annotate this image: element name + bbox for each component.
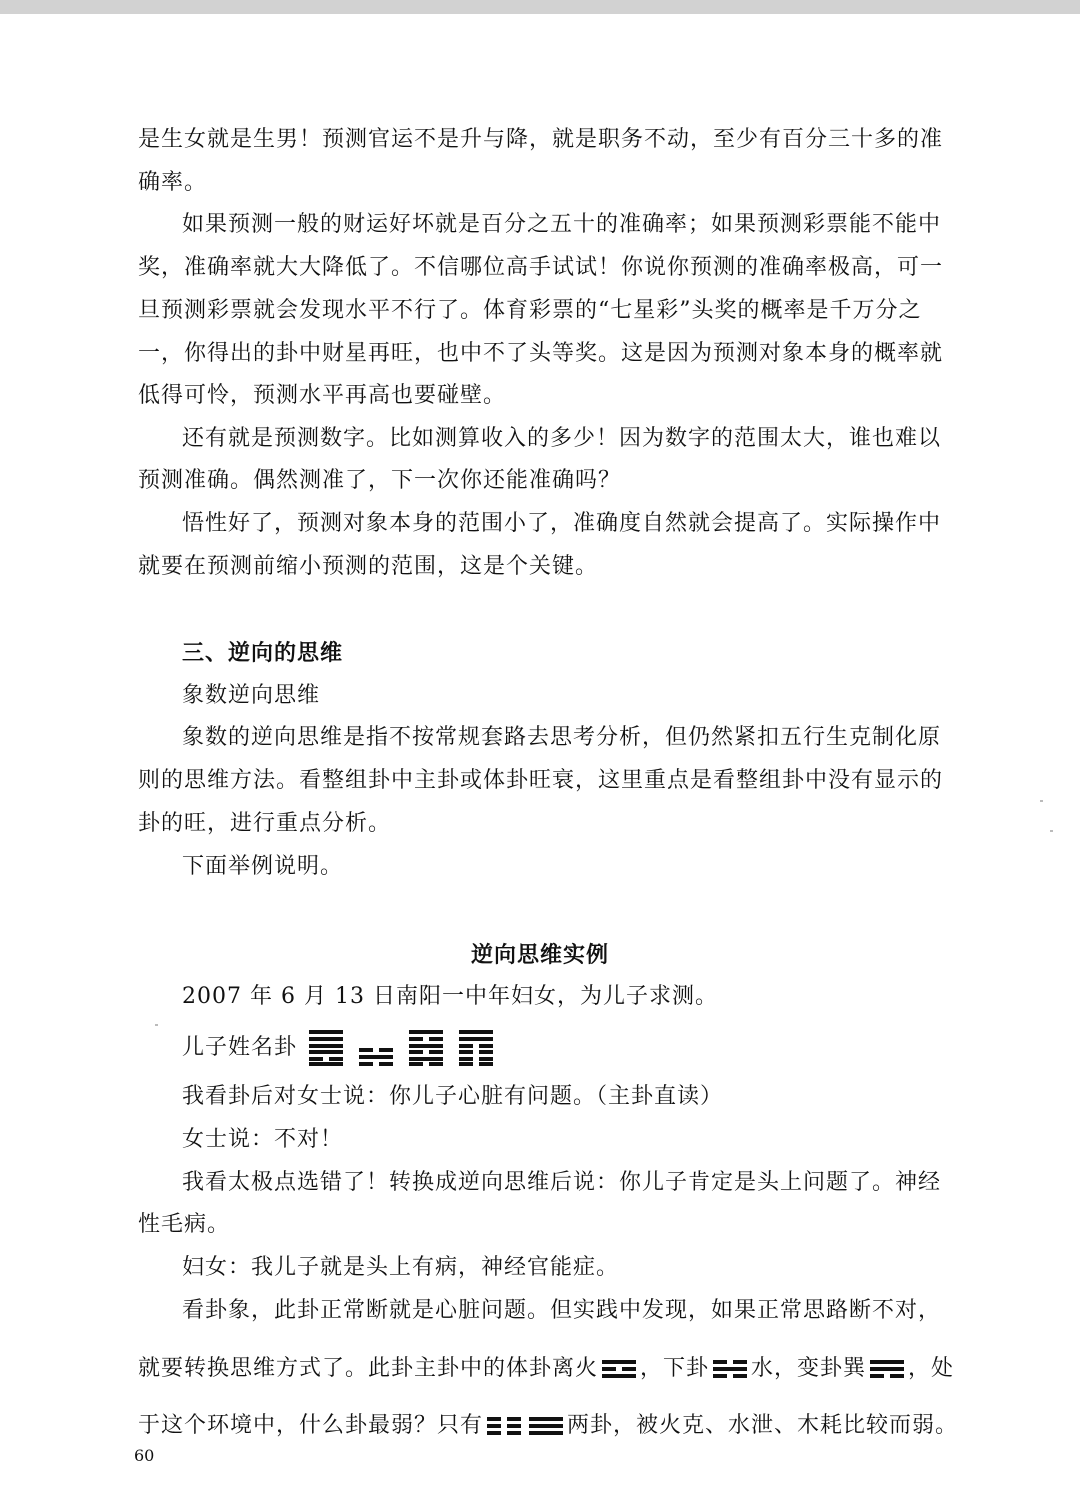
body-text-line [138,1354,955,1384]
dialogue-line: 妇女：我儿子就是头上有病，神经官能症。 [182,1255,620,1280]
example-title: 逆向思维实例 [470,942,609,968]
text-segment: 两卦，被火克、水泄、木耗比较而弱。 [567,1413,959,1438]
xun-trigram-icon [870,1360,904,1378]
body-text-line: 下面举例说明。 [182,854,344,879]
body-text-line [138,1411,959,1441]
scan-speck [1040,800,1043,802]
dialogue-line: 女士说：不对！ [182,1127,344,1152]
hexagram-3-icon [409,1030,443,1066]
dialogue-line: 我看太极点选错了！转换成逆向思维后说：你儿子肯定是头上问题了。神经 [182,1170,942,1195]
body-text-line: 是生女就是生男！预测官运不是升与降，就是职务不动，至少有百分三十多的准 [138,127,944,152]
section-heading: 三、逆向的思维 [182,640,344,666]
body-text-line: 看卦象，此卦正常断就是心脏问题。但实践中发现，如果正常思路断不对， [182,1298,942,1323]
name-gua-label: 儿子姓名卦 [182,1035,298,1060]
kun-trigram-icon [487,1417,521,1435]
body-text-line: 象数的逆向思维是指不按常规套路去思考分析，但仍然紧扣五行生克制化原 [182,725,942,750]
text-segment: 水，变卦巽 [751,1356,867,1381]
dialogue-line: 性毛病。 [138,1212,231,1237]
scan-top-border [0,0,1080,14]
body-text-line: 奖，准确率就大大降低了。不信哪位高手试试！你说你预测的准确率极高，可一 [138,255,944,280]
body-text-line: 还有就是预测数字。比如测算收入的多少！因为数字的范围太大，谁也难以 [182,426,942,451]
text-segment: ，处 [908,1356,955,1381]
hexagram-4-icon [459,1030,493,1066]
body-text-line: 就要在预测前缩小预测的范围，这是个关键。 [138,554,599,579]
scan-speck [155,1024,158,1026]
body-text-line: 则的思维方法。看整组卦中主卦或体卦旺衰，这里重点是看整组卦中没有显示的 [138,768,944,793]
subheading: 象数逆向思维 [182,683,321,708]
text-segment: 就要转换思维方式了。此卦主卦中的体卦离火 [138,1356,599,1381]
body-text-line: 预测准确。偶然测准了，下一次你还能准确吗？ [138,468,622,493]
kan-trigram-icon [713,1360,747,1378]
name-gua-line [182,1030,962,1066]
text-segment: ，下卦 [640,1356,710,1381]
body-text-line: 悟性好了，预测对象本身的范围小了，准确度自然就会提高了。实际操作中 [182,511,942,536]
li-trigram-icon [602,1360,636,1378]
body-text-line: 一，你得出的卦中财星再旺，也中不了头等奖。这是因为预测对象本身的概率就 [138,341,944,366]
qian-trigram-icon [529,1417,563,1435]
scan-speck [1050,830,1053,832]
body-text-line: 低得可怜，预测水平再高也要碰壁。 [138,383,507,408]
hexagram-1-icon [309,1030,343,1066]
hexagram-2-icon [359,1030,393,1066]
example-date-line: 2007 年 6 月 13 日南阳一中年妇女，为儿子求测。 [182,984,718,1009]
body-text-line: 旦预测彩票就会发现水平不行了。体育彩票的“七星彩”头奖的概率是千万分之 [138,298,922,323]
dialogue-line: 我看卦后对女士说：你儿子心脏有问题。（主卦直读） [182,1084,724,1109]
body-text-line: 确率。 [138,170,208,195]
text-segment: 于这个环境中，什么卦最弱？只有 [138,1413,484,1438]
body-text-line: 如果预测一般的财运好坏就是百分之五十的准确率；如果预测彩票能不能中 [182,212,942,237]
page-number: 60 [134,1446,155,1465]
body-text-line: 卦的旺，进行重点分析。 [138,811,392,836]
